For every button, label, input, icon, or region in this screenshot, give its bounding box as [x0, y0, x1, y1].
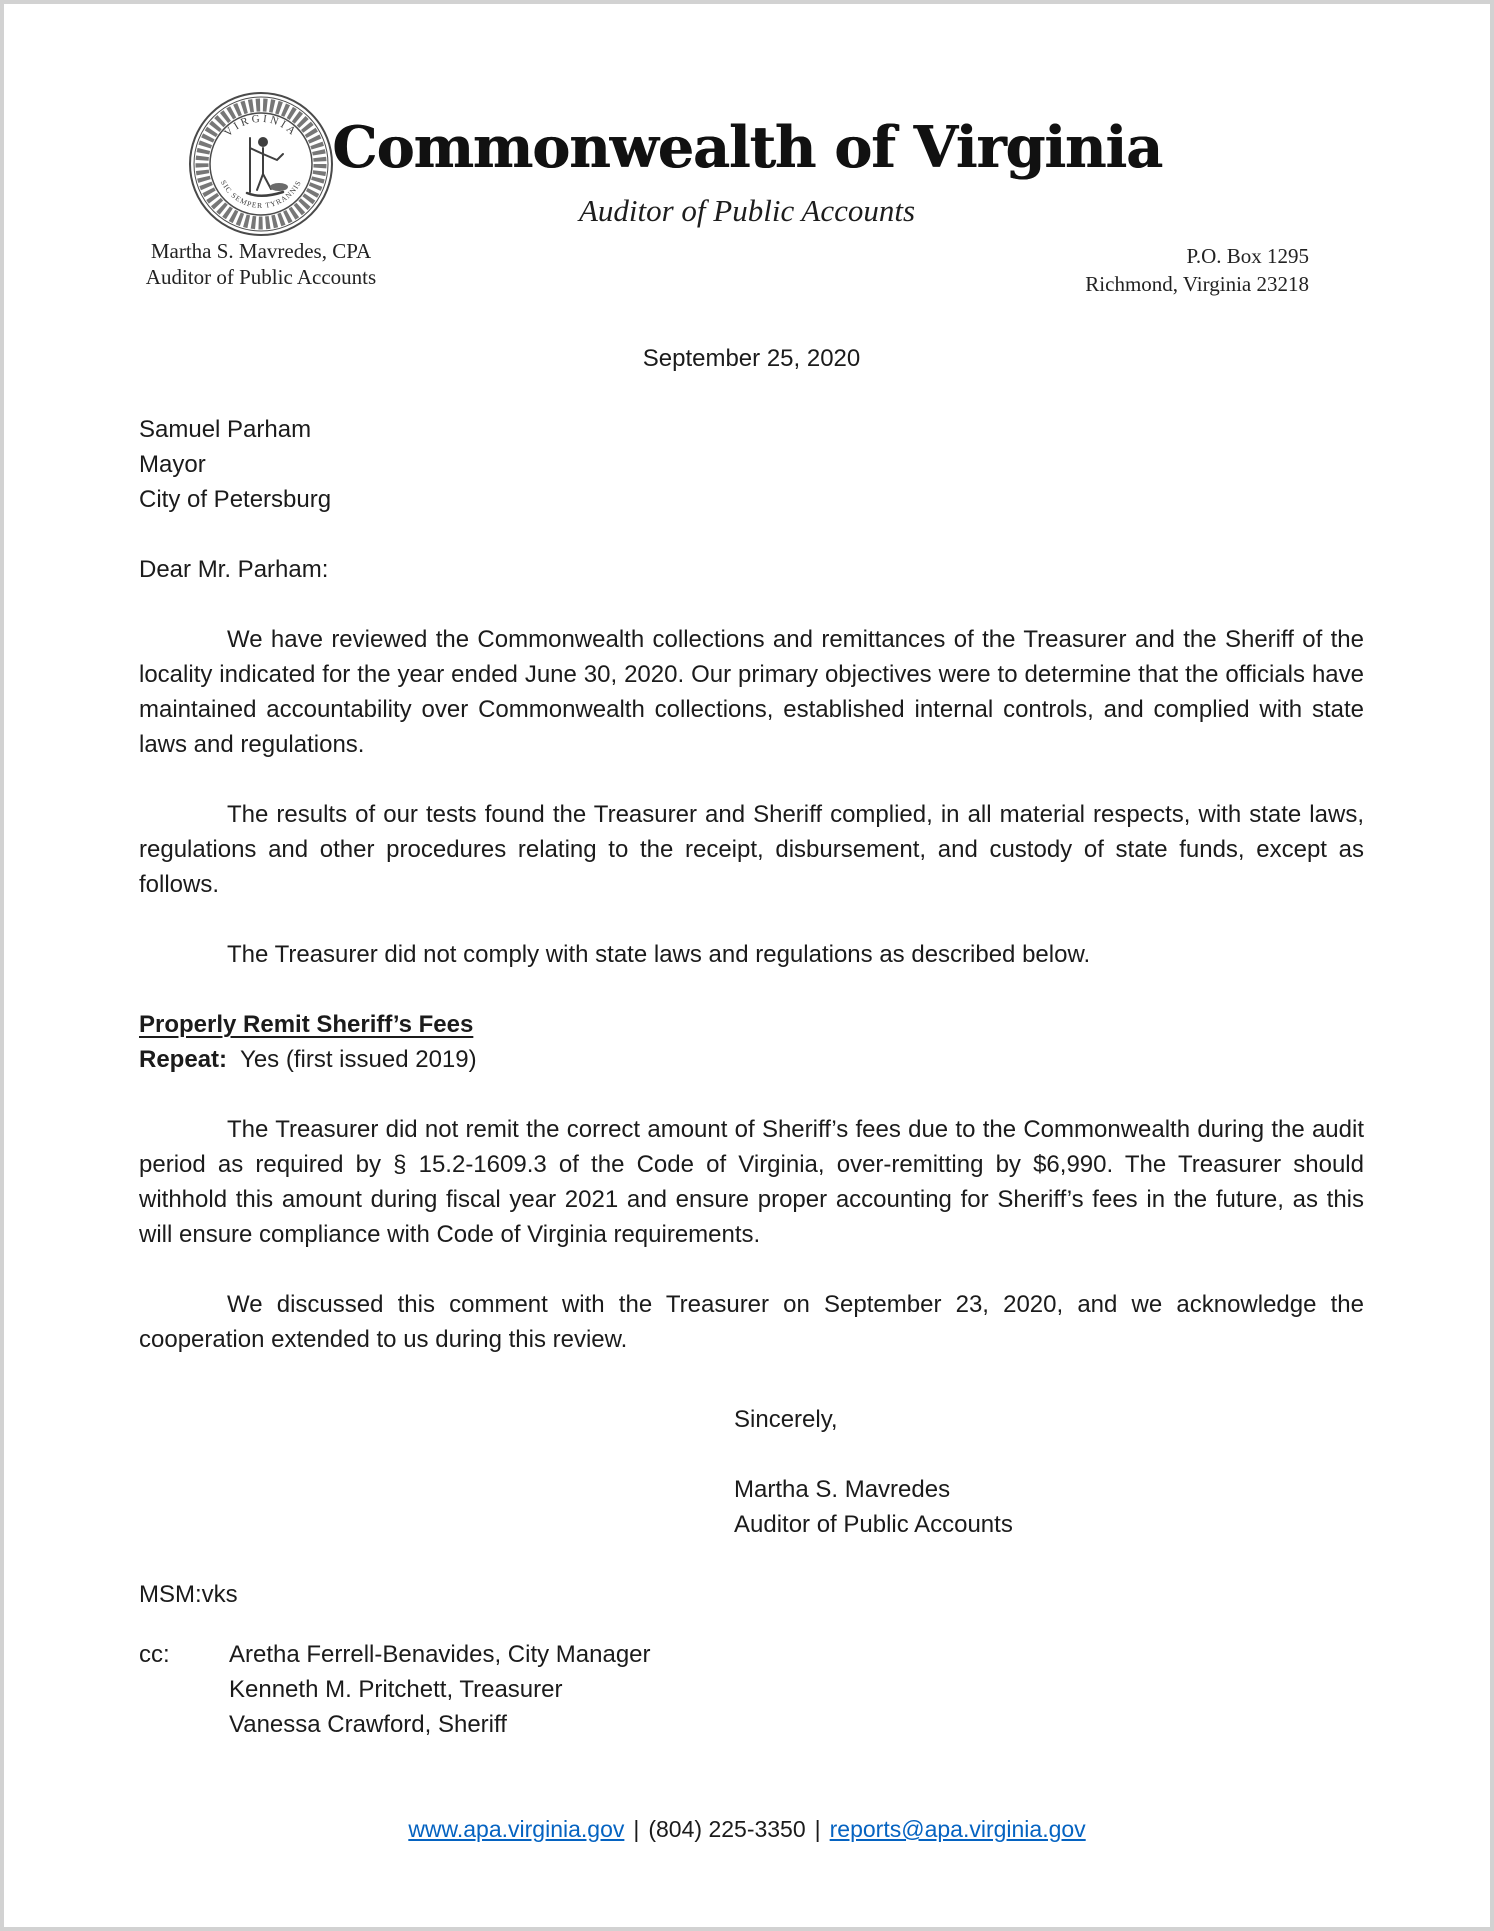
repeat-label: Repeat: [139, 1046, 228, 1073]
address-line-1: P.O. Box 1295 [1186, 244, 1309, 268]
official-title: Auditor of Public Accounts [145, 265, 377, 289]
footer-separator: | [633, 1816, 640, 1842]
official-name: Martha S. Mavredes, CPA [150, 239, 372, 263]
finding-heading: Properly Remit Sheriff’s Fees [139, 1011, 474, 1038]
footer-separator: | [814, 1816, 821, 1842]
repeat-value: Yes (first issued 2019) [240, 1046, 477, 1073]
phone-number: (804) 225-3350 [648, 1816, 806, 1842]
paragraph-discussion: We discussed this comment with the Treasurer on September 23, 2020, and we acknowledge the cooperation extended to us during this review. [139, 1291, 1364, 1353]
salutation: Dear Mr. Parham: [139, 556, 329, 583]
org-title: Commonwealth of Virginia [332, 114, 1162, 181]
address-line-2: Richmond, Virginia 23218 [1085, 272, 1309, 296]
cc-label: cc: [139, 1641, 170, 1668]
signer-title: Auditor of Public Accounts [734, 1511, 1013, 1538]
cc-names [229, 1637, 651, 1742]
letter-body [139, 412, 1364, 1742]
recipient-block [139, 412, 1364, 517]
recipient-title: Mayor [139, 451, 206, 478]
cc-name: Aretha Ferrell-Benavides, City Manager [229, 1641, 651, 1668]
recipient-name: Samuel Parham [139, 416, 312, 443]
svg-text:SIC SEMPER TYRANNIS: SIC SEMPER TYRANNIS [218, 178, 304, 211]
paragraph-review-scope: We have reviewed the Commonwealth collections and remittances of the Treasurer and the Sheriff of the locality indicated for the year ended June 30, 2020. Our primary objectives were to determine that the officials have maintained accountability over Commonwealth collections, established internal controls, and complied with state laws and regulations. [139, 626, 1364, 758]
email-link[interactable]: reports@apa.virginia.gov [829, 1816, 1086, 1842]
valediction: Sincerely, [734, 1406, 838, 1433]
cc-name: Vanessa Crawford, Sheriff [229, 1711, 507, 1738]
letter-date: September 25, 2020 [642, 345, 861, 372]
letterhead-title-block [4, 116, 1490, 228]
repeat-line [139, 1042, 1364, 1077]
paragraph-noncompliance: The Treasurer did not comply with state laws and regulations as described below. [227, 941, 1091, 968]
cc-name: Kenneth M. Pritchett, Treasurer [229, 1676, 563, 1703]
paragraph-test-results: The results of our tests found the Treasurer and Sheriff complied, in all material respects, with state laws, regulations and other procedures relating to the receipt, disbursement, and custody of state funds, except as follows. [139, 801, 1364, 898]
return-address [1085, 242, 1309, 298]
recipient-locality: City of Petersburg [139, 486, 332, 513]
website-link[interactable]: www.apa.virginia.gov [408, 1816, 625, 1842]
signer-name: Martha S. Mavredes [734, 1476, 951, 1503]
reference-initials: MSM:vks [139, 1581, 238, 1608]
closing-block [734, 1402, 1364, 1542]
cc-block [139, 1637, 1364, 1742]
svg-text:VIRGINIA: VIRGINIA [222, 112, 300, 140]
paragraph-finding-detail: The Treasurer did not remit the correct amount of Sheriff’s fees due to the Commonwealth during the audit period as required by § 15.2-1609.3 of the Code of Virginia, over-remitting by $6,990. The Treasurer should withhold this amount during fiscal year 2021 and ensure proper accounting for Sheriff’s fees in the future, as this will ensure compliance with Code of Virginia requirements. [139, 1116, 1364, 1248]
letter-footer [4, 1814, 1490, 1844]
org-subtitle: Auditor of Public Accounts [578, 193, 916, 228]
